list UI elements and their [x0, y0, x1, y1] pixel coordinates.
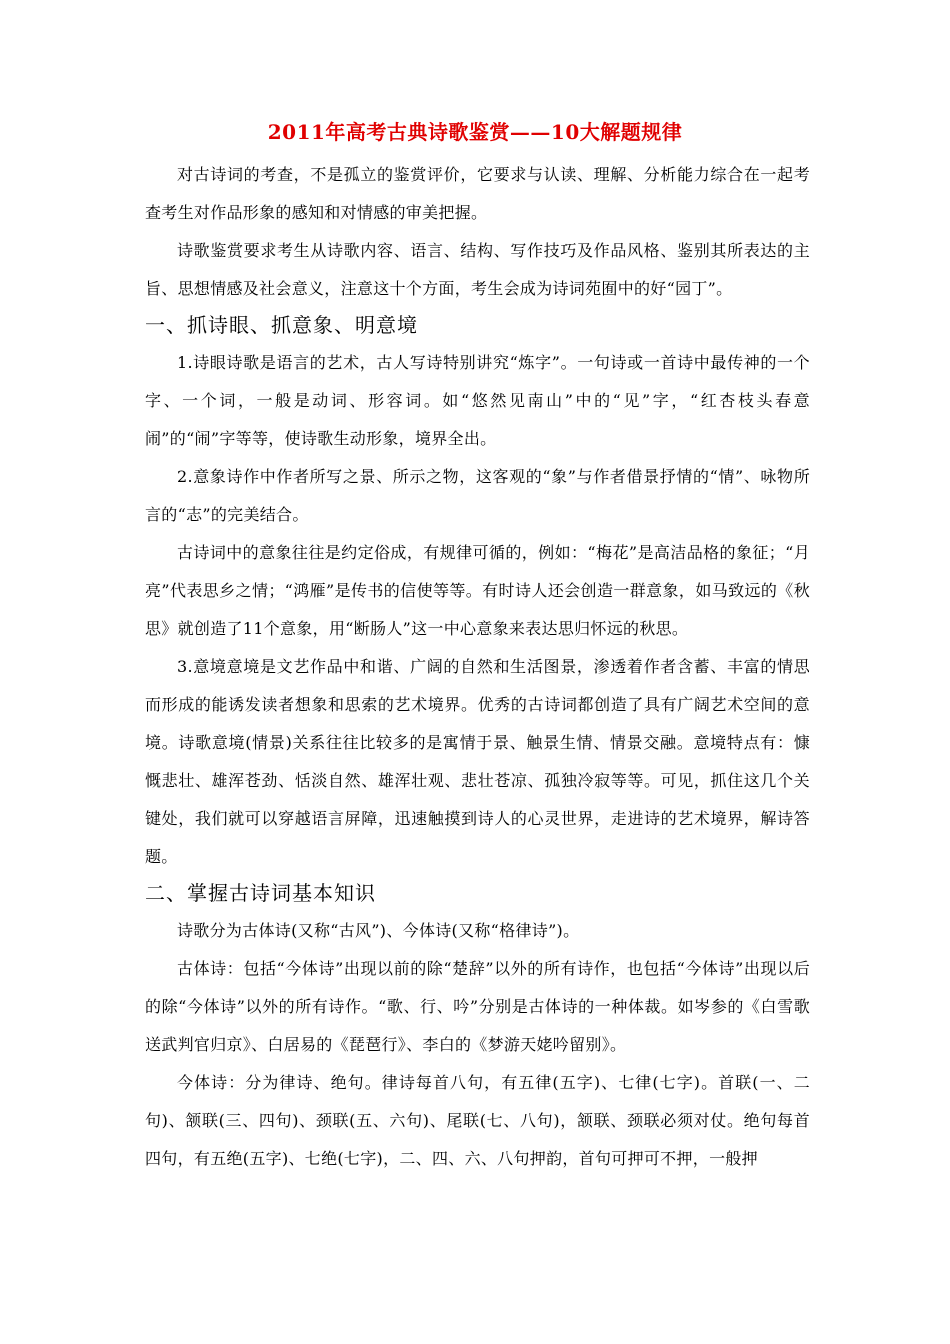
section1-paragraph: 2.意象诗作中作者所写之景、所示之物，这客观的“象”与作者借景抒情的“情”、咏物所言的“志”的完美结合。 — [145, 467, 810, 524]
section2-paragraph: 诗歌分为古体诗(又称“古风”)、今体诗(又称“格律诗”)。 — [177, 921, 580, 940]
section-heading-2: 二、掌握古诗词基本知识 — [145, 881, 376, 905]
intro-paragraph: 诗歌鉴赏要求考生从诗歌内容、语言、结构、写作技巧及作品风格、鉴别其所表达的主旨、思想情感及社会意义，注意这十个方面，考生会成为诗词苑囿中的好“园丁”。 — [145, 241, 810, 298]
document-title: 2011年高考古典诗歌鉴赏——10大解题规律 — [267, 120, 683, 144]
section2-paragraph: 今体诗：分为律诗、绝句。律诗每首八句，有五律(五字)、七律(七字)。首联(一、二句)、颔联(三、四句)、颈联(五、六句)、尾联(七、八句)，颔联、颈联必须对仗。绝句每首四句，有五绝(五字)、七绝(七字)，二、四、六、八句押韵，首句可押可不押，一般押 — [145, 1073, 810, 1168]
section-heading-1: 一、抓诗眼、抓意象、明意境 — [145, 313, 418, 337]
section1-paragraph: 3.意境意境是文艺作品中和谐、广阔的自然和生活图景，渗透着作者含蓄、丰富的情思而形成的能诱发读者想象和思索的艺术境界。优秀的古诗词都创造了具有广阔艺术空间的意境。诗歌意境(情景)关系往往比较多的是寓情于景、触景生情、情景交融。意境特点有：慷慨悲壮、雄浑苍劲、恬淡自然、雄浑壮观、悲壮苍凉、孤独冷寂等等。可见，抓住这几个关键处，我们就可以穿越语言屏障，迅速触摸到诗人的心灵世界，走进诗的艺术境界，解诗答题。 — [145, 657, 810, 866]
section2-paragraph: 古体诗：包括“今体诗”出现以前的除“楚辞”以外的所有诗作，也包括“今体诗”出现以后的除“今体诗”以外的所有诗作。“歌、行、吟”分别是古体诗的一种体裁。如岑参的《白雪歌送武判官归京》、白居易的《琵琶行》、李白的《梦游天姥吟留别》。 — [145, 959, 810, 1054]
section1-paragraph: 1.诗眼诗歌是语言的艺术，古人写诗特别讲究“炼字”。一句诗或一首诗中最传神的一个字、一个词，一般是动词、形容词。如“悠然见南山”中的“见”字，“红杏枝头春意闹”的“闹”字等等，使诗歌生动形象，境界全出。 — [145, 353, 810, 448]
document-body — [145, 156, 810, 1178]
intro-paragraph: 对古诗词的考查，不是孤立的鉴赏评价，它要求与认读、理解、分析能力综合在一起考查考生对作品形象的感知和对情感的审美把握。 — [145, 165, 810, 222]
section1-paragraph: 古诗词中的意象往往是约定俗成，有规律可循的，例如：“梅花”是高洁品格的象征；“月亮”代表思乡之情；“鸿雁”是传书的信使等等。有时诗人还会创造一群意象，如马致远的《秋思》就创造了11个意象，用“断肠人”这一中心意象来表达思归怀远的秋思。 — [145, 543, 810, 638]
